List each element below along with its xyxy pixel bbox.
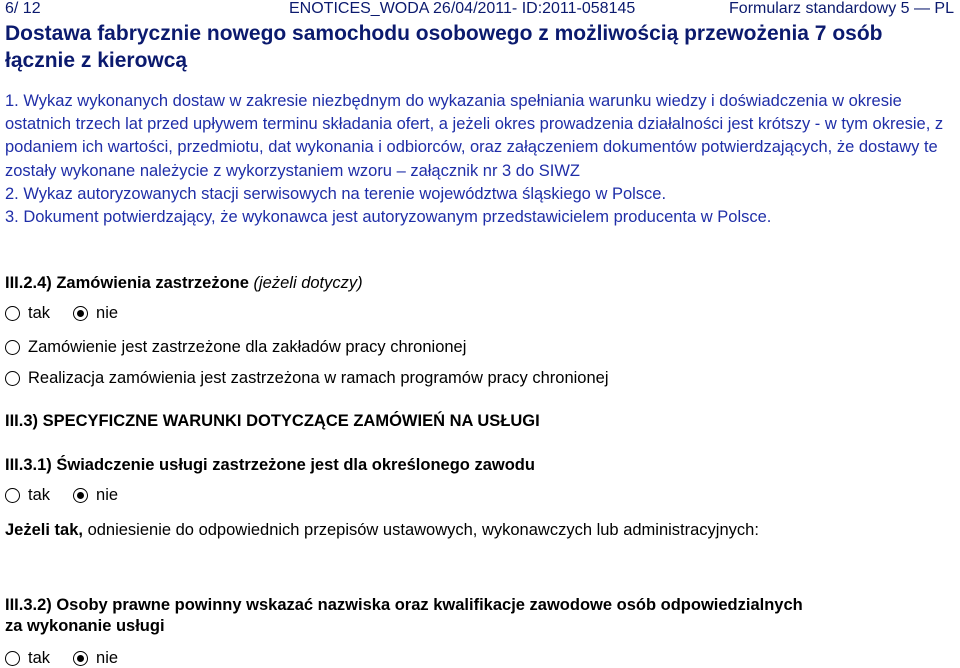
page-number: 6/ 12 [5,0,41,17]
reserved-no-label: nie [96,304,119,322]
sheltered-programmes-row [5,369,609,388]
staff-no-radio[interactable] [73,651,88,666]
reserved-yes-label: tak [28,304,51,322]
sheltered-workshop-label: Zamówienie jest zastrzeżone dla zakładów pracy chronionej [28,338,467,356]
requirements-list [5,90,955,229]
staff-yes-no-row [5,649,118,668]
requirement-3: 3. Dokument potwierdzający, że wykonawca jest autoryzowanym przedstawicielem producenta w Polsce. [5,208,772,227]
form-info: Formularz standardowy 5 — PL [729,0,954,17]
reserved-yes-no-row [5,304,118,323]
reserved-yes-radio[interactable] [5,306,20,321]
staff-yes-label: tak [28,649,51,667]
notice-id: ENOTICES_WODA 26/04/2011- ID:2011-058145 [289,0,636,17]
document-title: Dostawa fabrycznie nowego samochodu osobowego z możliwością przewożenia 7 osób łącznie z kierowcą [5,22,883,72]
sheltered-workshop-row [5,338,466,357]
requirement-2: 2. Wykaz autoryzowanych stacji serwisowych na terenie województwa śląskiego w Polsce. [5,184,667,203]
reserved-contracts-hint: (jeżeli dotyczy) [253,274,363,292]
staff-heading-line-2: za wykonanie usługi [5,617,165,635]
profession-yes-no-row [5,486,118,505]
profession-yes-radio[interactable] [5,488,20,503]
reserved-contracts-title: III.2.4) Zamówienia zastrzeżone [5,274,249,292]
page-header [5,0,954,20]
profession-yes-label: tak [28,486,51,504]
profession-heading: III.3.1) Świadczenie usługi zastrzeżone jest dla określonego zawodu [5,456,535,474]
services-heading: III.3) SPECYFICZNE WARUNKI DOTYCZĄCE ZAMÓWIEŃ NA USŁUGI [5,412,540,430]
profession-no-label: nie [96,486,119,504]
reserved-contracts-heading [5,274,363,293]
staff-qualifications-heading [5,595,803,637]
requirement-1: 1. Wykaz wykonanych dostaw w zakresie niezbędnym do wykazania spełniania warunku wiedzy i doświadczenia w okresie ostatnich trzech lat przed upływem terminu składania ofert, a jeżeli okres prowadzenia działalności jest krótszy - w tym okresie, z podaniem ich wartości, przedmiotu, dat wykonania i odbiorców, oraz załączeniem dokumentów potwierdzających, że dostawy te zostały wykonane należycie z wykorzystaniem wzoru – załącznik nr 3 do SIWZ [5,92,944,180]
staff-no-label: nie [96,649,119,667]
if-yes-text: odniesienie do odpowiednich przepisów ustawowych, wykonawczych lub administracyjnych: [87,521,759,539]
sheltered-programmes-radio[interactable] [5,371,20,386]
if-yes-label: Jeżeli tak, [5,521,83,539]
reserved-no-radio[interactable] [73,306,88,321]
profession-no-radio[interactable] [73,488,88,503]
profession-reference-line [5,521,759,540]
staff-yes-radio[interactable] [5,651,20,666]
sheltered-programmes-label: Realizacja zamówienia jest zastrzeżona w ramach programów pracy chronionej [28,369,609,387]
staff-heading-line-1: III.3.2) Osoby prawne powinny wskazać nazwiska oraz kwalifikacje zawodowe osób odpowiedzialnych [5,596,803,614]
sheltered-workshop-radio[interactable] [5,340,20,355]
